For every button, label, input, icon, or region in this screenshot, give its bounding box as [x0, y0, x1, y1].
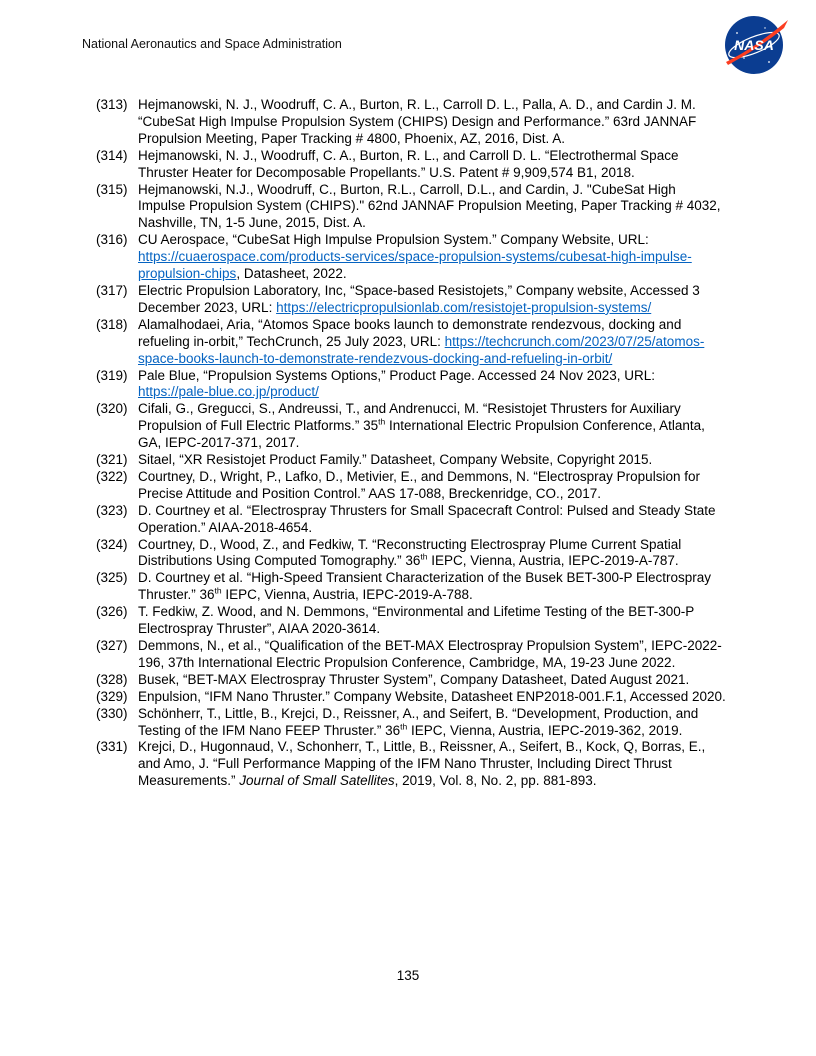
reference-number: (330) [96, 705, 128, 721]
reference-item [96, 706, 726, 740]
reference-item [96, 689, 726, 706]
reference-number: (320) [96, 401, 128, 417]
reference-text-segment: Cifali, G., Gregucci, S., Andreussi, T., and Andrenucci, M. “Resistojet Thrusters for Auxiliary Propulsion of Full Electric Platforms.” 35 [138, 401, 681, 434]
ordinal-superscript: th [420, 551, 428, 562]
reference-number: (323) [96, 502, 128, 518]
reference-item [96, 604, 726, 638]
reference-text-segment: International Electric Propulsion Conference, Atlanta, GA, IEPC-2017-371, 2017. [138, 418, 705, 451]
reference-item [96, 97, 726, 148]
ordinal-superscript: th [214, 585, 222, 596]
reference-text [138, 638, 726, 672]
reference-text [138, 317, 726, 368]
reference-text-segment: , Datasheet, 2022. [236, 266, 347, 282]
reference-number: (317) [96, 282, 128, 298]
reference-url-link[interactable]: https://cuaerospace.com/products-services/space-propulsion-systems/cubesat-high-impulse-propulsion-chips [138, 249, 692, 282]
reference-text [138, 283, 726, 317]
journal-title: Journal of Small Satellites [239, 773, 395, 789]
reference-text-segment: T. Fedkiw, Z. Wood, and N. Demmons, “Environmental and Lifetime Testing of the BET-300-P Electrospray Thruster”, AIAA 2020-3614. [138, 604, 695, 637]
header-organization: National Aeronautics and Space Administration [82, 37, 342, 51]
reference-number: (316) [96, 232, 128, 248]
reference-number: (328) [96, 671, 128, 687]
reference-text [138, 570, 726, 604]
reference-text [138, 401, 726, 452]
reference-text-segment: Alamalhodaei, Aria, “Atomos Space books launch to demonstrate rendezvous, docking and refueling in-orbit,” TechCrunch, 25 July 2023, URL: [138, 316, 682, 349]
reference-text-segment: Pale Blue, “Propulsion Systems Options,” Product Page. Accessed 24 Nov 2023, URL: [138, 367, 656, 383]
reference-text-segment: Courtney, D., Wood, Z., and Fedkiw, T. “Reconstructing Electrospray Plume Current Spatial Distributions Using Computed Tomography.” 36 [138, 536, 682, 569]
reference-text [138, 503, 726, 537]
reference-number: (321) [96, 452, 128, 468]
reference-item [96, 672, 726, 689]
reference-item [96, 570, 726, 604]
reference-text [138, 97, 726, 148]
reference-number: (325) [96, 570, 128, 586]
reference-text-segment: Sitael, “XR Resistojet Product Family.” Datasheet, Company Website, Copyright 2015. [138, 452, 653, 468]
reference-number: (329) [96, 688, 128, 704]
reference-item [96, 182, 726, 233]
reference-item [96, 739, 726, 790]
reference-number: (331) [96, 739, 128, 755]
reference-text [138, 604, 726, 638]
reference-url-link[interactable]: https://electricpropulsionlab.com/resistojet-propulsion-systems/ [276, 299, 652, 315]
reference-item [96, 368, 726, 402]
reference-item [96, 401, 726, 452]
reference-number: (319) [96, 367, 128, 383]
reference-text-segment: Schönherr, T., Little, B., Krejci, D., Reissner, A., and Seifert, B. “Development, Production, and Testing of the IFM Nano FEEP Thruster.” 36 [138, 705, 699, 738]
reference-item [96, 503, 726, 537]
reference-text-segment: D. Courtney et al. “High-Speed Transient Characterization of the Busek BET-300-P Electrospray Thruster.” 36 [138, 570, 712, 603]
reference-text-segment: Hejmanowski, N. J., Woodruff, C. A., Burton, R. L., and Carroll D. L. “Electrothermal Space Thruster Heater for Decomposable Propellants.” U.S. Patent # 9,909,574 B1, 2018. [138, 147, 679, 180]
reference-text-segment: IEPC, Vienna, Austria, IEPC-2019-362, 2019. [407, 722, 683, 738]
reference-text-segment: Electric Propulsion Laboratory, Inc, “Space-based Resistojets,” Company website, Accessed 3 December 2023, URL: [138, 282, 700, 315]
reference-text-segment: , 2019, Vol. 8, No. 2, pp. 881-893. [394, 773, 597, 789]
reference-number: (313) [96, 97, 128, 112]
reference-item [96, 148, 726, 182]
reference-number: (327) [96, 638, 128, 653]
reference-item [96, 452, 726, 469]
reference-item [96, 232, 726, 283]
ordinal-superscript: th [400, 721, 408, 732]
reference-text-segment: CU Aerospace, “CubeSat High Impulse Propulsion System.” Company Website, URL: [138, 232, 649, 248]
nasa-logo-text: NASA [734, 37, 774, 53]
reference-number: (315) [96, 181, 128, 197]
reference-text-segment: IEPC, Vienna, Austria, IEPC-2019-A-787. [427, 553, 679, 569]
reference-number: (324) [96, 536, 128, 552]
reference-text [138, 672, 726, 689]
reference-item [96, 537, 726, 571]
ordinal-superscript: th [378, 416, 386, 427]
reference-item [96, 469, 726, 503]
reference-text [138, 689, 726, 706]
reference-text [138, 182, 726, 233]
page-number: 135 [396, 968, 420, 983]
reference-url-link[interactable]: https://techcrunch.com/2023/07/25/atomos-space-books-launch-to-demonstrate-rendezvous-docking-and-refueling-in-orbit/ [138, 333, 705, 366]
reference-item [96, 638, 726, 672]
reference-text-segment: Hejmanowski, N. J., Woodruff, C. A., Burton, R. L., Carroll D. L., Palla, A. D., and Cardin J. M. “CubeSat High Impulse Propulsion System (CHIPS) Design and Performance.” 63rd JANNAF Propulsion Meeting, Paper Tracking # 4800, Phoenix, AZ, 2016, Dist. A. [138, 97, 697, 146]
reference-url-link[interactable]: https://pale-blue.co.jp/product/ [138, 384, 319, 400]
reference-number: (322) [96, 468, 128, 484]
reference-number: (318) [96, 316, 128, 332]
nasa-meatball-icon [720, 14, 790, 76]
reference-number: (326) [96, 604, 128, 620]
reference-list [96, 97, 726, 790]
reference-text-segment: Demmons, N., et al., “Qualification of the BET-MAX Electrospray Propulsion System”, IEPC-2022-196, 37th International Electric Propulsion Conference, Cambridge, MA, 19-23 June 2022. [138, 638, 722, 670]
reference-text [138, 537, 726, 571]
reference-text [138, 148, 726, 182]
reference-text-segment: D. Courtney et al. “Electrospray Thrusters for Small Spacecraft Control: Pulsed and Steady State Operation.” AIAA-2018-4654. [138, 502, 716, 535]
reference-text-segment: IEPC, Vienna, Austria, IEPC-2019-A-788. [221, 587, 473, 603]
reference-text [138, 739, 726, 790]
reference-item [96, 317, 726, 368]
reference-text-segment: Enpulsion, “IFM Nano Thruster.” Company Website, Datasheet ENP2018-001.F.1, Accessed 2020. [138, 688, 726, 704]
reference-number: (314) [96, 147, 128, 163]
reference-text [138, 232, 726, 283]
reference-text [138, 368, 726, 402]
reference-text-segment: Krejci, D., Hugonnaud, V., Schonherr, T., Little, B., Reissner, A., Seifert, B., Kock, Q, Borras, E., and Amo, J. “Full Performance Mapping of the IFM Nano Thruster, Including Direct Thrust Measurements.” [138, 739, 706, 789]
reference-text-segment: Courtney, D., Wright, P., Lafko, D., Metivier, E., and Demmons, N. “Electrospray Propulsion for Precise Attitude and Position Control.” AAS 17-088, Breckenridge, CO., 2017. [138, 468, 700, 501]
reference-text-segment: Hejmanowski, N.J., Woodruff, C., Burton, R.L., Carroll, D.L., and Cardin, J. "CubeSat High Impulse Propulsion System (CHIPS)." 62nd JANNAF Propulsion Meeting, Paper Tracking # 4032, Nashville, TN, 1-5 June, 2015, Dist. A. [138, 181, 721, 231]
reference-text [138, 452, 726, 469]
reference-item [96, 283, 726, 317]
reference-text [138, 469, 726, 503]
reference-text-segment: Busek, “BET-MAX Electrospray Thruster System”, Company Datasheet, Dated August 2021. [138, 671, 690, 687]
reference-text [138, 706, 726, 740]
nasa-logo [720, 14, 790, 76]
